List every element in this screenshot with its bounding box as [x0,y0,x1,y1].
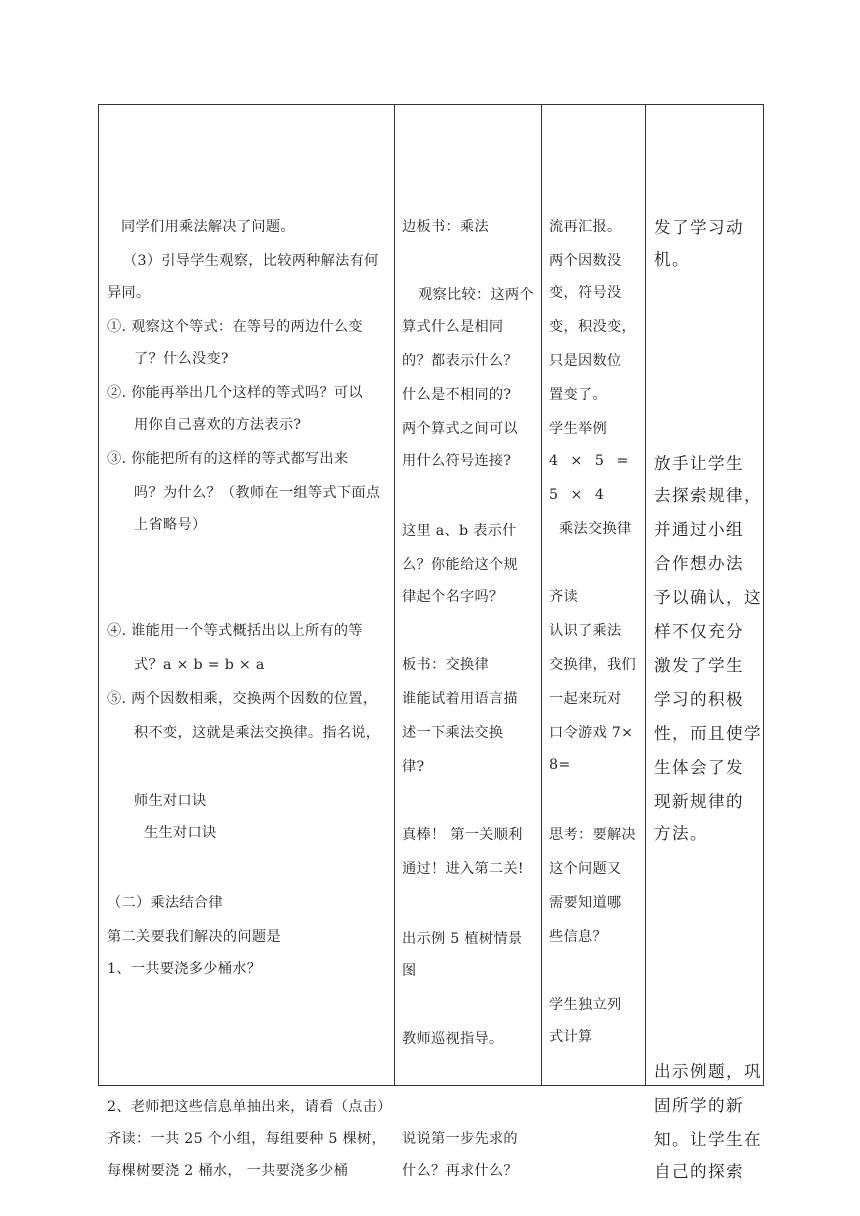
text-line: 了？什么没变? [134,351,229,367]
text-line: 出示例 5 植树情景 [402,931,523,947]
text-line: 谁能试着用语言描 [402,691,518,707]
list-item: ③. 你能把所有的这样的等式都写出来 [107,451,349,467]
text-line: （3）引导学生观察，比较两种解法有何 [123,253,379,269]
text-line: 第二关要我们解决的问题是 [107,929,281,945]
text-line: 只是因数位 [549,353,622,369]
text-line: 律? [402,759,425,775]
text-line: 学生举例 [549,421,607,437]
text-line: 变，符号没 [549,285,622,301]
list-item: ④. 谁能用一个等式概括出以上所有的等 [107,623,363,639]
column-divider [645,104,646,1086]
formula: 4 × 5 = [549,453,633,469]
text-line: 上省略号） [134,517,207,533]
text-line: 性，而且使学 [654,724,762,743]
text-line: 方法。 [654,824,708,843]
text-line: 变，积没变， [549,319,636,335]
formula: 式？a × b = b × a [134,657,265,673]
text-line: 放手让学生 [654,454,744,473]
text-line: 两个算式之间可以 [402,421,518,437]
column-divider [541,104,542,1086]
text-line: 口令游戏 7× [549,725,634,741]
text-line: 齐读：一共 25 个小组，每组要种 5 棵树， [107,1131,387,1147]
text-line: 发了学习动 [654,218,744,237]
text-line: 知。让学生在 [654,1130,762,1149]
text-line: 激发了学生 [654,656,744,675]
text-line: 8= [549,757,571,773]
formula: 5 × 4 [549,487,608,503]
text-line: 合作想办法 [654,554,744,573]
text-line: 用什么符号连接? [402,453,512,469]
text-line: 学习的积极 [654,690,744,709]
text-line: 述一下乘法交换 [402,725,504,741]
text-line: 认识了乘法 [549,623,622,639]
text-line: 并通过小组 [654,520,744,539]
text-line: 置变了。 [549,387,607,403]
text-line: 出示例题，巩 [654,1062,762,1081]
text-line: 式计算 [549,1029,593,1045]
text-line: 图 [402,963,417,979]
text-line: 说说第一步先求的 [402,1131,518,1147]
text-line: 2、老师把这些信息单抽出来，请看（点击） [107,1099,392,1115]
text-line: 算式什么是相同 [402,319,504,335]
text-line: 交换律，我们 [549,657,636,673]
text-line: 师生对口诀 [134,793,207,809]
text-line: 积不变，这就是乘法交换律。指名说， [134,725,381,741]
list-item: ①. 观察这个等式：在等号的两边什么变 [107,319,363,335]
section-heading: （二）乘法结合律 [107,895,223,911]
text-line: 思考：要解决 [549,827,636,843]
text-line: 样不仅充分 [654,622,744,641]
text-line: 两个因数没 [549,253,622,269]
text-line: 些信息？ [549,929,607,945]
text-line: 予以确认，这 [654,588,762,607]
text-line: 流再汇报。 [549,219,622,235]
text-line: 生生对口诀 [144,825,217,841]
text-line: 机。 [654,250,690,269]
text-line: 异同。 [107,285,151,301]
text-line: 现新规律的 [654,792,744,811]
text-line: 这个问题又 [549,861,622,877]
text-line: 自己的探索 [654,1162,744,1181]
text-line: 齐读 [549,589,578,605]
text-line: 1、一共要浇多少桶水？ [107,961,262,977]
text-line: 需要知道哪 [549,895,622,911]
text-line: 板书：交换律 [402,657,489,673]
text-line: 学生独立列 [549,997,622,1013]
list-item: ⑤. 两个因数相乘，交换两个因数的位置， [107,691,378,707]
text-line: 边板书：乘法 [402,219,489,235]
text-line: 观察比较：这两个 [418,287,534,303]
text-line: 每棵树要浇 2 桶水， 一共要浇多少桶 [107,1163,349,1179]
column-divider [394,104,395,1086]
text-line: 教师巡视指导。 [402,1031,504,1047]
text-line: 吗？为什么？（教师在一组等式下面点 [134,485,381,501]
text-line: 么？你能给这个规 [402,557,518,573]
text-line: 这里 a、b 表示什 [402,523,517,539]
text-line: 律起个名字吗？ [402,589,504,605]
text-line: 通过！进入第二关! [402,861,524,877]
text-line: 什么？再求什么？ [402,1163,518,1179]
text-line: 生体会了发 [654,758,744,777]
text-line: 一起来玩对 [549,691,622,707]
text-line: 用你自己喜欢的方法表示? [134,417,302,433]
text-line: 固所学的新 [654,1096,744,1115]
text-line: 去探索规律， [654,486,762,505]
text-line: 真棒！ 第一关顺利 [402,827,523,843]
list-item: ②. 你能再举出几个这样的等式吗？可以 [107,385,363,401]
text-line: 的？都表示什么？ [402,353,518,369]
text-line: 什么是不相同的? [402,387,512,403]
text-line: 同学们用乘法解决了问题。 [121,219,295,235]
text-line: 乘法交换律 [559,521,632,537]
